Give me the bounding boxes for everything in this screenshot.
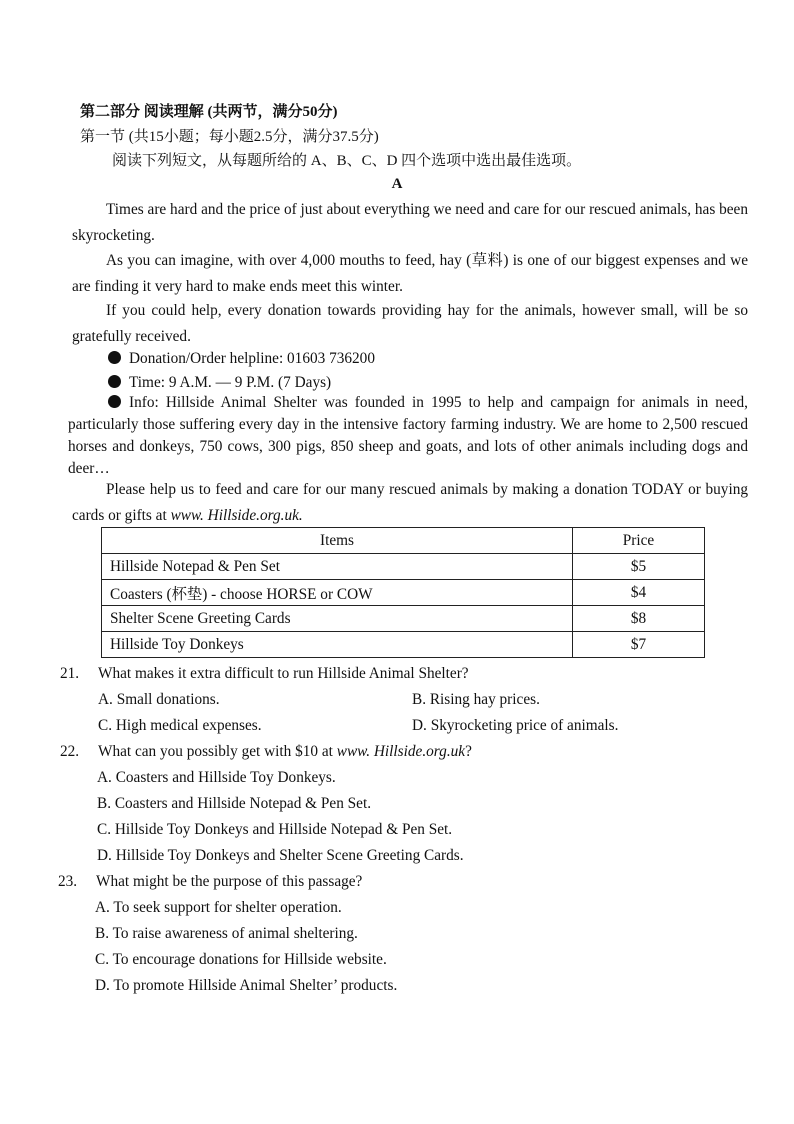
time-text: Time: 9 A.M. — 9 P.M. (7 Days) [129,374,332,391]
q21-option-c[interactable]: C. High medical expenses. [98,717,262,734]
website-link: www. Hillside.org.uk. [170,507,303,524]
bullet-dot-icon [108,395,121,408]
q23-option-d[interactable]: D. To promote Hillside Animal Shelter’ products. [95,977,398,994]
closing-text: Please help us to feed and care for our many rescued animals by making a donation TODAY or buying cards or gifts at [72,481,748,524]
question-22-stem [60,743,472,761]
bullet-info [68,392,748,480]
q23-option-b[interactable]: B. To raise awareness of animal sheltering. [95,925,358,942]
question-text: What makes it extra difficult to run Hillside Animal Shelter? [98,665,469,682]
item-name: Hillside Toy Donkeys [102,632,573,658]
q22-option-a[interactable]: A. Coasters and Hillside Toy Donkeys. [97,769,336,786]
header-price: Price [573,528,705,554]
info-text: Info: Hillside Animal Shelter was founded in 1995 to help and campaign for animals in need, particularly those suffering every day in the intensive factory farming industry. We are home to 2,500 rescued horses and donkeys, 750 cows, 300 pigs, 850 sheep and goats, and lots of other animals including dogs and deer… [68,394,748,477]
closing-paragraph [72,477,748,529]
bullet-dot-icon [108,351,121,364]
question-number: 23. [58,873,78,890]
table-header-row [102,528,705,554]
table-row [102,554,705,580]
passage-label: A [391,176,403,192]
table-row [102,632,705,658]
bullet-helpline [108,348,375,370]
header-items: Items [102,528,573,554]
paragraph-3: If you could help, every donation towards providing hay for the animals, however small, will be so gratefully received. [72,302,748,345]
question-text: What might be the purpose of this passage? [96,873,363,890]
bullet-dot-icon [108,375,121,388]
q23-option-a[interactable]: A. To seek support for shelter operation. [95,899,342,916]
q21-option-d[interactable]: D. Skyrocketing price of animals. [412,717,619,734]
price-table [101,527,705,658]
question-number: 22. [60,743,80,760]
part-title: 第二部分 阅读理解 (共两节，满分50分) [80,104,338,120]
paragraph-1: Times are hard and the price of just about everything we need and care for our rescued animals, has been skyrocketing. [72,201,748,244]
item-price: $8 [573,606,705,632]
question-23-stem [58,873,362,891]
q21-option-b[interactable]: B. Rising hay prices. [412,691,540,708]
helpline-text: Donation/Order helpline: 01603 736200 [129,350,375,367]
q23-option-c[interactable]: C. To encourage donations for Hillside website. [95,951,387,968]
item-name: Shelter Scene Greeting Cards [102,606,573,632]
question-number: 21. [60,665,80,682]
question-text-end: ? [465,743,472,760]
item-price: $5 [573,554,705,580]
q21-option-a[interactable]: A. Small donations. [98,691,220,708]
item-name: Coasters (杯垫) - choose HORSE or COW [102,580,573,606]
item-price: $7 [573,632,705,658]
table-row [102,606,705,632]
q22-option-b[interactable]: B. Coasters and Hillside Notepad & Pen Set. [97,795,372,812]
item-name: Hillside Notepad & Pen Set [102,554,573,580]
question-text: What can you possibly get with $10 at [98,743,337,760]
question-url: www. Hillside.org.uk [336,743,466,760]
paragraph-2: As you can imagine, with over 4,000 mouths to feed, hay (草料) is one of our biggest expenses and we are finding it very hard to make ends meet this winter. [72,252,748,295]
bullet-time [108,372,331,394]
q22-option-c[interactable]: C. Hillside Toy Donkeys and Hillside Notepad & Pen Set. [97,821,453,838]
question-21-stem [60,665,469,683]
instruction: 阅读下列短文，从每题所给的 A、B、C、D 四个选项中选出最佳选项。 [112,153,582,169]
table-row [102,580,705,606]
q22-option-d[interactable]: D. Hillside Toy Donkeys and Shelter Scene Greeting Cards. [97,847,464,864]
item-price: $4 [573,580,705,606]
section-title: 第一节 (共15小题；每小题2.5分，满分37.5分) [80,129,379,145]
